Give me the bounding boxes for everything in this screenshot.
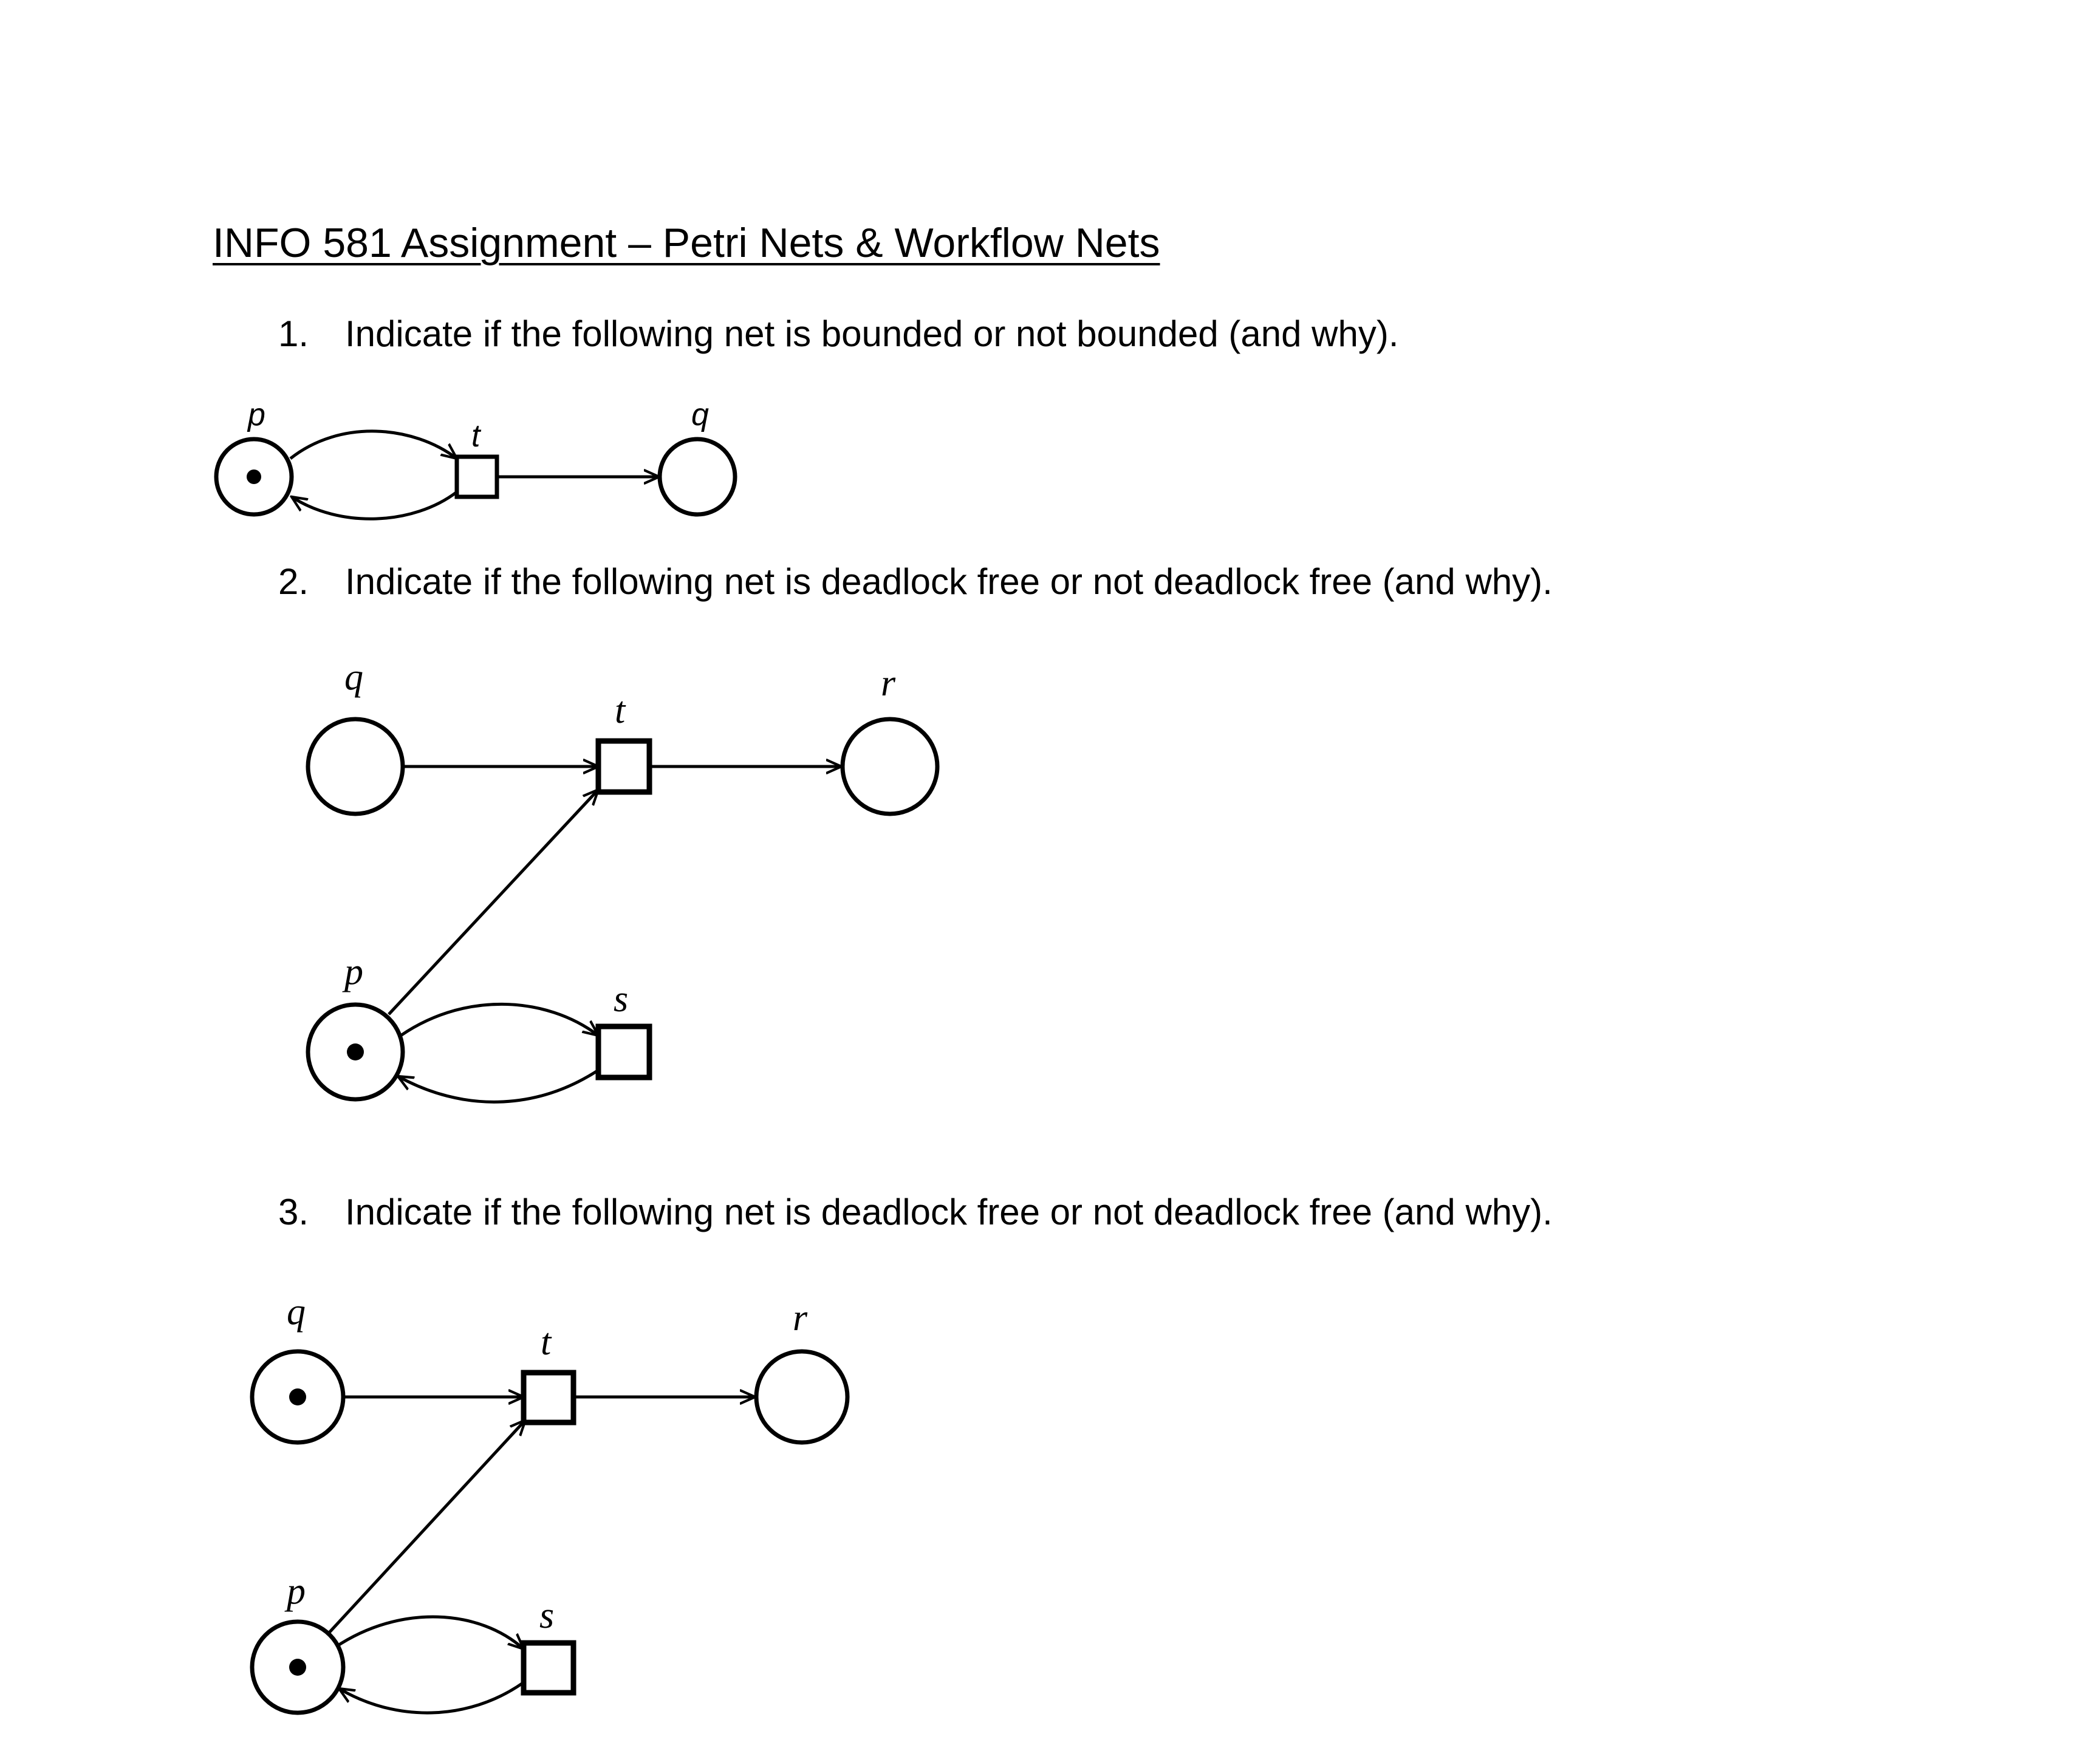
net1-arc-p-to-t [290,431,457,459]
net2-label-q: q [344,657,363,698]
net3-label-q: q [287,1291,306,1333]
net-2-group [308,657,937,1102]
net3-transition-s [524,1643,573,1693]
question-2-text: Indicate if the following net is deadlock free or not deadlock free (and why). [345,561,1553,602]
net3-arc-p-to-s [335,1617,524,1649]
document-title: INFO 581 Assignment – Petri Nets & Workflow Nets [213,220,1160,266]
net3-label-r: r [793,1297,808,1339]
question-1-number: 1. [278,313,309,354]
net3-arc-p-to-t [328,1420,525,1634]
net3-transition-t [524,1373,573,1422]
net1-arc-t-to-p [292,492,457,519]
net2-arc-p-to-s [395,1004,598,1040]
net3-label-s: s [539,1595,555,1636]
question-3 [278,1190,1553,1234]
net1-transition-t [457,457,497,497]
question-3-text: Indicate if the following net is deadlock free or not deadlock free (and why). [345,1192,1553,1232]
net1-place-q [660,439,735,514]
net1-token-p [247,469,261,484]
net3-label-p: p [287,1571,306,1612]
question-2-number: 2. [278,561,309,602]
question-2 [278,560,1553,604]
net1-label-q: q [691,397,709,432]
net3-token-p [289,1659,306,1676]
net2-place-r [843,719,937,814]
net2-label-p: p [344,951,363,992]
net2-transition-t [598,741,649,792]
net2-place-q [308,719,403,814]
net3-token-q [289,1388,306,1405]
net2-arc-s-to-p [398,1070,598,1102]
net2-label-t: t [615,690,626,731]
net-1-group [216,397,735,519]
net3-place-r [756,1351,847,1442]
net3-arc-s-to-p [339,1682,524,1713]
net1-label-p: p [248,397,265,432]
net-3-group [252,1291,847,1713]
question-3-number: 3. [278,1192,309,1232]
net3-label-t: t [541,1322,552,1363]
net2-transition-s [598,1026,649,1077]
question-1-text: Indicate if the following net is bounded or not bounded (and why). [345,313,1399,354]
net2-label-r: r [881,663,896,704]
net2-arc-p-to-t [389,790,598,1014]
net2-label-s: s [614,978,629,1020]
net1-label-t: t [471,418,481,454]
net2-token-p [347,1043,364,1060]
